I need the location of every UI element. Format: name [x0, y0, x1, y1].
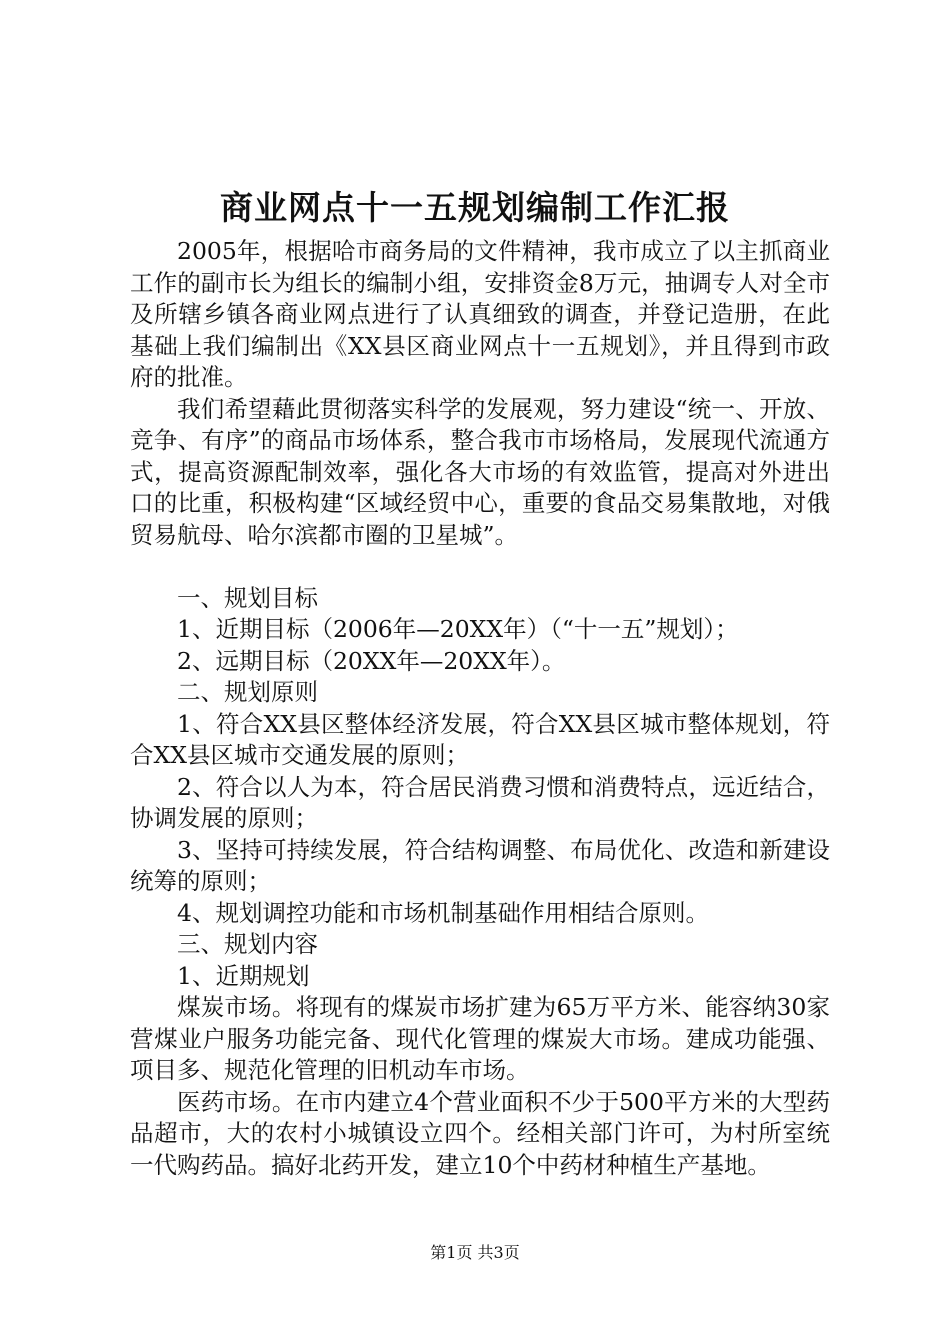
page-footer: 第1页 共3页	[430, 1243, 520, 1262]
section-heading-principles: 二、规划原则	[177, 678, 318, 706]
paragraph-goals-statement: 我们希望藉此贯彻落实科学的发展观，努力建设“统一、开放、竞争、有序”的商品市场体系，整合我市市场格局，发展现代流通方式，提高资源配制效率，强化各大市场的有效监管，提高对外进出口的比重，积极构建“区域经贸中心，重要的食品交易集散地，对俄贸易航母、哈尔滨都市圈的卫星城”。	[130, 394, 830, 549]
section-heading-content: 三、规划内容	[177, 930, 318, 958]
list-item-principle-3: 3、坚持可持续发展，符合结构调整、布局优化、改造和新建设统筹的原则；	[130, 835, 830, 895]
subsection-heading-near-term-plan: 1、近期规划	[177, 961, 310, 990]
list-item-long-term-target: 2、远期目标（20XX年—20XX年）。	[177, 646, 566, 675]
document-body	[130, 236, 830, 1181]
paragraph-pharmacy-market: 医药市场。在市内建立4个营业面积不少于500平方米的大型药品超市，大的农村小城镇设立四个。经相关部门许可，为村所室统一代购药品。搞好北药开发，建立10个中药材种植生产基地。	[130, 1087, 830, 1179]
paragraph-coal-market: 煤炭市场。将现有的煤炭市场扩建为65万平方米、能容纳30家营煤业户服务功能完备、现代化管理的煤炭大市场。建成功能强、项目多、规范化管理的旧机动车市场。	[130, 993, 830, 1084]
blank-line	[130, 551, 830, 583]
list-item-principle-1: 1、符合XX县区整体经济发展，符合XX县区城市整体规划，符合XX县区城市交通发展的原则；	[130, 709, 830, 769]
document-title: 商业网点十一五规划编制工作汇报	[220, 188, 730, 227]
paragraph-intro: 2005年，根据哈市商务局的文件精神，我市成立了以主抓商业工作的副市长为组长的编制小组，安排资金8万元，抽调专人对全市及所辖乡镇各商业网点进行了认真细致的调查，并登记造册，在此基础上我们编制出《XX县区商业网点十一五规划》，并且得到市政府的批准。	[130, 237, 830, 391]
list-item-principle-4: 4、规划调控功能和市场机制基础作用相结合原则。	[177, 898, 709, 927]
list-item-principle-2: 2、符合以人为本，符合居民消费习惯和消费特点，远近结合，协调发展的原则；	[130, 772, 830, 832]
section-heading-targets: 一、规划目标	[177, 583, 318, 612]
list-item-near-term-target: 1、近期目标（2006年—20XX年）（“十一五”规划）；	[177, 615, 739, 643]
